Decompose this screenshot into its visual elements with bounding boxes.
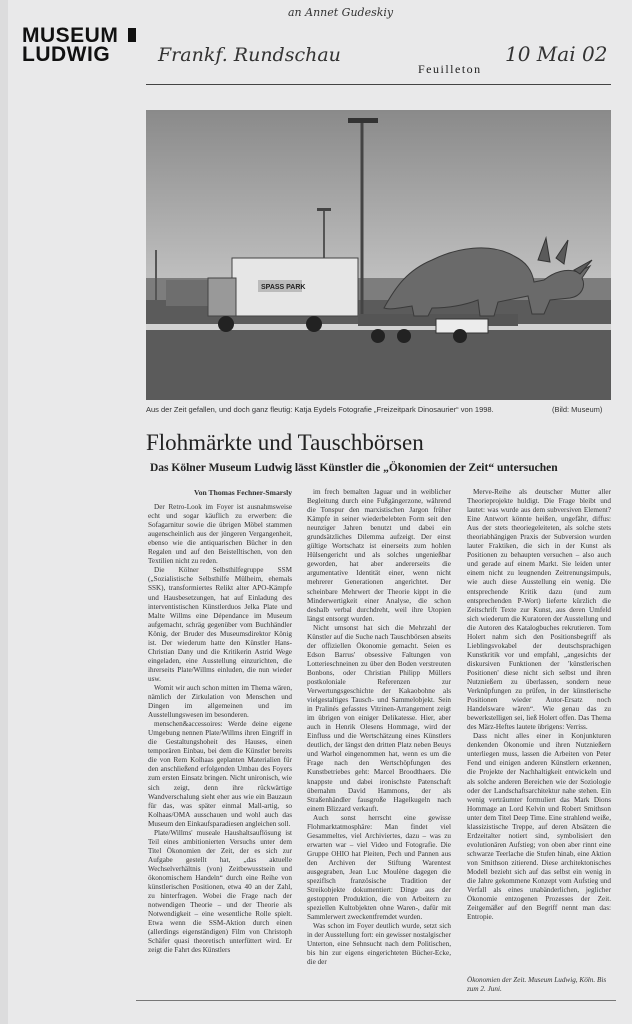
logo-mark xyxy=(128,28,136,42)
handwritten-date: 10 Mai 02 xyxy=(505,42,608,66)
museum-ludwig-logo xyxy=(22,26,162,70)
handwritten-note: an Annet Gudeskiy xyxy=(288,6,394,19)
photo-credit: (Bild: Museum) xyxy=(552,405,603,414)
article-author: Von Thomas Fechner-Smarsly xyxy=(193,488,292,497)
paragraph: menschen&accessoires: Werde deine eigene Umgebung nennen Plate/Willms ihren Eingriff in die Gestaltungshoheit des Hauses, einen temporären Einbau, bei dem die Künstler bereits die von Rem Kolhaas geplanten Materialien für den anschließend erfolgenden Umbau des Foyers zum ersten Einsatz bringen. Nicht unironisch, wie sich zeigt, denn ihre rückwärtige Wandverschalung sieht eher aus wie ein Bauzaun für das, was später einmal Mall-artig, so Kolhaas/OMA ausschauen und wohl auch das Museum den Einkaufsparadiesen angleichen soll. xyxy=(148,720,292,828)
article-photo xyxy=(146,110,611,400)
article-headline: Flohmärkte und Tauschbörsen xyxy=(146,430,424,455)
paragraph: Plate/Willms' museale Haushaltsauflösung ist Teil eines ambitionierten Versuchs unter dem Titel Ökonomien der Zeit, der es sich zur Aufgabe gestellt hat, „das aktuelle Wechselverhältnis (von) Zeitbewusstsein und ökonomischem Handeln“ durch eine Reihe von künstlerischen Positionen, etwa 40 an der Zahl, zu hinterfragen. Wobei die Frage nach der notwendigen Theorie – und der Theorie als Notwendigkeit – eine wesentliche Rolle spielt. Etwa wenn die SSM-Aktion durch einen (allerdings eigenständigen) Film von Christoph Schäfer quasi theoretisch unterfüttert wird. Er zeigt die Fahrt des Künstlers xyxy=(148,828,292,955)
bottom-rule xyxy=(136,1000,616,1001)
logo-line-1: MUSEUM xyxy=(22,24,119,47)
article-subhead: Das Kölner Museum Ludwig lässt Künstler die „Ökonomien der Zeit“ untersuchen xyxy=(150,462,558,474)
scan-edge xyxy=(0,0,8,1024)
paragraph: Womit wir auch schon mitten im Thema wären, nämlich der Zirkulation von Menschen und Dingen im allgemeinen und im Ausstellungswesen im besonderen. xyxy=(148,683,292,720)
article-column-3 xyxy=(467,488,611,922)
paragraph: im frech bemalten Jaguar und in weiblicher Begleitung durch eine Fußgängerzone, während die Tonspur den marxistischen Jargon früher Kämpfe in seiner wiederbelebten Form seit den neunziger Jahren benutzt und dabei ein grundsätzliches Dilemma aufzeigt. Der einst gültige Wortschatz ist einerseits zum hohlen Hülsengericht und als solches ungenießbar geworden, hat aber andererseits die argumentative Identität einer, wenn nicht mehrerer Generationen angerichtet. Der scheinbare Mehrwert der Theorie kippt in die Minderwertigkeit einer Analyse, die schon deshalb verbal durchdreht, weil ihre Utopien längst entsorgt wurden. xyxy=(307,488,451,623)
truck-sign: SPASS PARK xyxy=(261,284,306,291)
handwritten-source: Frankf. Rundschau xyxy=(158,44,341,66)
paragraph: Auch sonst herrscht eine gewisse Flohmarktatmosphäre: Man findet viel Gesammeltes, viel Archiviertes, dazu – was zu erwarten war – viel Video und Fotografie. Die Gruppe OHIO hat Pleiten, Pech und Pannen aus den Archiven der Stiftung Warentest ausgegraben, Jean Luc Moulène dagegen die speziflsch französische Tradition der Streikobjekte dokumentiert: Dinge aus der gestoppten Produktion, die von Arbeitern zu speziellen Kultobjekten ohne Waren-, dafür mit Sammlerwert zweckentfremdet wurden. xyxy=(307,813,451,922)
paragraph: Dass nicht alles einer in Konjunkturen denkenden Ökonomie und ihren Nutznießern unterliegen muss, lassen die Arbeiten von Peter Fend und einigen anderen Künstlern erkennen, die Projekte der Nachhaltigkeit entwickeln und als solche anderen Bereichen wie der Soziologie oder der Landschaftsarchitektur nahe stehen. Ein wenig verträumter formuliert das Mark Dions Hommage an Lord Kelvin und Robert Smithson unter dem Titel Deep Time. Eine strahlend weiße, klassizistische Treppe, auf deren Absätzen die Erdzeitalter notiert sind, symbolisiert den evolutionären Aufstieg; von oben aber rinnt eine schwarze Teerlache die Stufen hinab, eine Aktion von Smithson zitierend. Diese architektonisches Modell bezieht sich auf das selbst ein wenig in die Jahre gekommene Konzept vom Aufstieg und Verfall als eines unabänderlichen, jeglicher Ökonomie entzogenen Prozesses der Zeit. Zeitgemäßer auf den Begriff nennt man das: Entropie. xyxy=(467,732,611,922)
paragraph: Was schon im Foyer deutlich wurde, setzt sich in der Ausstellung fort: ein gewisser nostalgischer Unterton, eine Sehnsucht nach dem Politischen, bis hin zur eigens eingerichteten Bücher-Ecke, die der xyxy=(307,922,451,967)
photo-caption: Aus der Zeit gefallen, und doch ganz fleutig: Katja Eydels Fotografie „Freizeitpark Dinosaurier“ von 1998. xyxy=(146,405,494,414)
article-column-2 xyxy=(307,488,451,967)
section-label: Feuilleton xyxy=(418,62,482,76)
paragraph: Der Retro-Look im Foyer ist ausnahmsweise echt und sogar käuflich zu erwerben: die Sofagarnitur sowie die übrigen Möbel stammen augenscheinlich aus der jüngeren Vergangenheit, ebenso wie die antiquarischen Bücher in den Regalen und auf den Beistelltischen, von den Textilien nicht zu reden. xyxy=(148,503,292,566)
paragraph: Nicht umsonst hat sich die Mehrzahl der Künstler auf die Suche nach Tauschbörsen abseits der offiziellen Ökonomie gemacht. Seien es Edson Barrus' obsessive Faltungen von Lotterieschneinen zu über den Boden verstreuten Bonbons, oder Christian Philipp Müllers postkoloniale Referenzen zur Verwertungsgeschichte der Kakaobohne als vielgestaltiges Tausch- und Sammelobjekt. Sein in Pralinés gefasstes Vitrinen-Arrangement zeigt im übrigen von einiger Delikatesse. Hier, aber auch in Henrik Olesens Hommage, wird der Einfluss und die Wertschätzung eines Künstlers deutlich, der längst den dritten Platz neben Beuys und Warhol eingenommen hat, wenn es um die Frage nach den Wertschöpfungen des Kunstbetriebes geht: Marcel Broodthaers. Die knappste und dabei ironischste Patenschaft übernahm David Hammons, der als Straßenhändler fausgroße Hagelkugeln nach einem Blizzard verkauft. xyxy=(307,623,451,813)
paragraph: Die Kölner Selbsthilfegruppe SSM („Sozialistische Selbsthilfe Mülheim, ehemals SSK), transformiertes Relikt alter APO-Kämpfe und Hausbesetzungen, hat auf Einladung des interventistischen Künstlerduos Jelka Plate und Malte Willms eine Dépendance im Museum aufgemacht, schräg gegenüber vom Buchhändler König, der Bruder des Museumsdirektor König ist. Der wiederum hatte den Künstler Hans-Christian Dany und die Kritikerin Astrid Wege eingeladen, eine Ausstellung einzurichten, die ihrerseits Plate/Willms einluden, die nun wieder usw. xyxy=(148,566,292,683)
exhibition-info: Ökonomien der Zeit. Museum Ludwig, Köln. Bis zum 2. Juni. xyxy=(467,976,607,993)
logo-line-2: LUDWIG xyxy=(22,43,111,66)
article-column-1 xyxy=(148,488,292,955)
top-rule xyxy=(146,84,611,85)
paragraph: Merve-Reihe als deutscher Mutter aller Theorieprojekte huldigt. Die Frage bleibt und lautet: was wurde aus dem subversiven Element? Eine Antwort könnte heißen, ungefähr, diffus: Aus der stets theoriegeleiteten, als solche stets theoriabhängigen Praxis der Subversion wurden lauter Fraktiken, die sich in der Kunst als Positionen zu behaupten versuchen – also auch und gerade auf einem Markt. Sie leiden unter einem nicht zu leugnenden Zeitrenungsimpuls, wie auch diese Ausstellung ein wenig. Die entsprechende Kritik dazu (und zum entsprechenden P-Wort) lieferte kürzlich die Zeitschrift Texte zur Kunst, aus deren Umfeld sich wiederum die Kuratoren der Ausstellung und die Autoren des Katalogbuches rekrutieren. Tom Holert nahm sich den Positionsbegriff als Lieblingsvokabel der deutschsprachigen Kunstkritik vor und empfahl, „angesichts der diskursiven Funktionen der 'künstlerischen Positionen' diese nicht sich selbst und ihren Nutznießern zu überlassen, sondern neue Verknüpfungen zu prüfen, in der künstlerische Positionen wieder Autor-Ersatz noch Handelsware wären“. Wie genau das zu bewerkstelligen sei, ließ Holert offen. Das Thema des März-Heftes lautete übrigens: Verriss. xyxy=(467,488,611,732)
dinosaur-truck-photo xyxy=(146,110,611,400)
